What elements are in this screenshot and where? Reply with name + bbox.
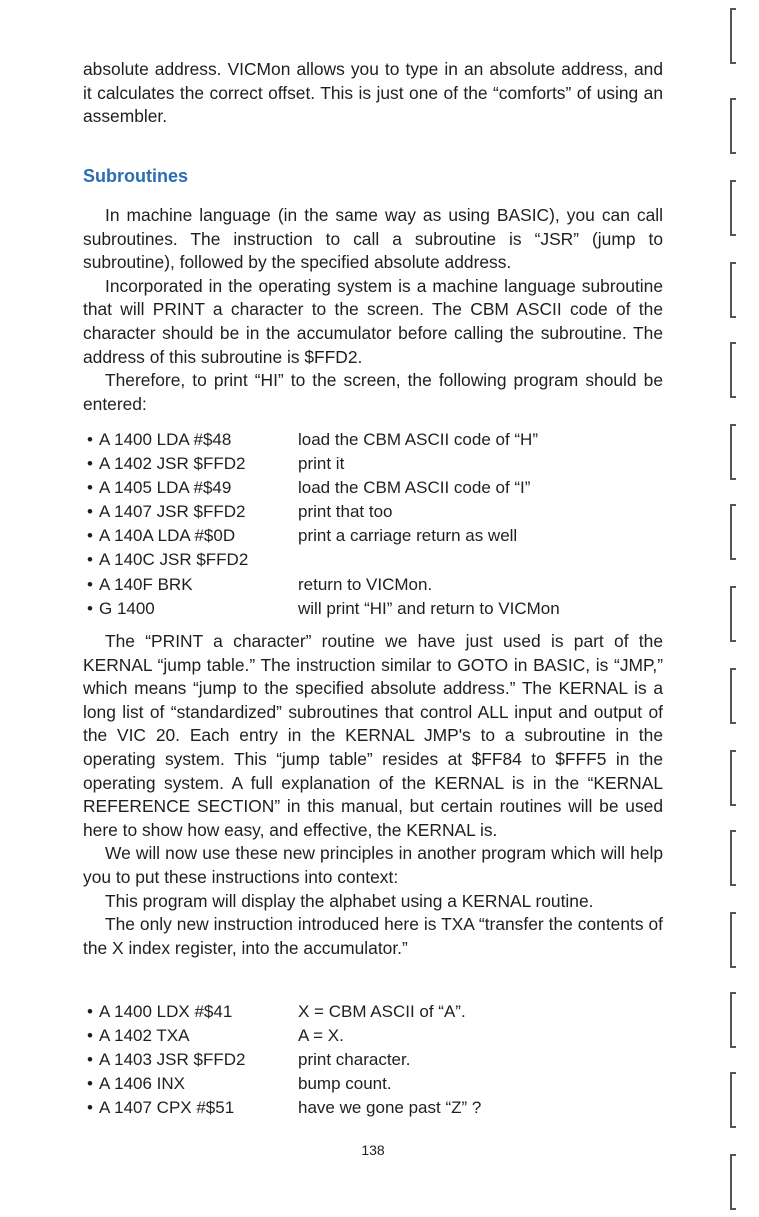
paragraph: This program will display the alphabet using a KERNAL routine.	[105, 890, 594, 911]
comment: return to VICMon.	[298, 574, 433, 594]
code-line	[83, 524, 663, 548]
page-number: 138	[361, 1142, 385, 1158]
bullet: •	[87, 526, 93, 546]
intro-paragraph: absolute address. VICMon allows you to type in an absolute address, and it calculates the correct offset. This is just one of the “comforts” of using an assembler.	[83, 59, 663, 127]
code-line	[83, 1024, 663, 1048]
bullet: •	[87, 550, 93, 570]
binder-mark	[730, 750, 738, 806]
comment: A = X.	[298, 1026, 344, 1046]
comment: X = CBM ASCII of “A”.	[298, 1002, 466, 1021]
binder-mark	[730, 98, 738, 154]
binder-mark	[730, 8, 738, 64]
code-line	[83, 573, 663, 597]
code-line	[83, 500, 663, 524]
binder-mark	[730, 1154, 738, 1210]
code-line	[83, 548, 663, 572]
code-line	[83, 1000, 663, 1024]
binder-mark	[730, 342, 738, 398]
bullet: •	[87, 1050, 93, 1070]
code-line	[83, 1072, 663, 1096]
paragraph: Therefore, to print “HI” to the screen, the following program should be entered:	[83, 370, 663, 414]
paragraph: The only new instruction introduced here is TXA “transfer the contents of the X index register, into the accumulator.”	[83, 914, 663, 958]
code-line	[83, 428, 663, 452]
bullet: •	[87, 1002, 93, 1021]
binder-mark	[730, 830, 738, 886]
comment: load the CBM ASCII code of “H”	[298, 430, 538, 449]
program-listing-2	[83, 1000, 663, 1120]
code-line	[83, 597, 663, 621]
instruction: A 1405 LDA #$49	[99, 478, 232, 498]
instruction: A 1400 LDA #$48	[99, 430, 232, 449]
bullet: •	[87, 574, 93, 594]
binder-mark	[730, 1072, 738, 1128]
instruction: G 1400	[99, 598, 155, 618]
instruction: A 1400 LDX #$41	[99, 1002, 233, 1021]
binder-mark	[730, 180, 738, 236]
instruction: A 1402 JSR $FFD2	[99, 454, 246, 474]
bullet: •	[87, 478, 93, 498]
bullet: •	[87, 454, 93, 474]
comment: will print “HI” and return to VICMon	[298, 598, 560, 618]
code-line	[83, 1048, 663, 1072]
bullet: •	[87, 502, 93, 522]
binder-mark	[730, 586, 738, 642]
binder-mark	[730, 668, 738, 724]
instruction: A 140A LDA #$0D	[99, 526, 236, 546]
paragraph: Incorporated in the operating system is a machine language subroutine that will PRINT a character to the screen. The CBM ASCII code of the character should be in the accumulator before calling the subroutine. The address of this subroutine is $FFD2.	[83, 275, 663, 367]
binder-mark	[730, 424, 738, 480]
binder-mark	[730, 992, 738, 1048]
paragraph-block-2	[83, 630, 663, 960]
bullet: •	[87, 430, 93, 449]
bullet: •	[87, 1098, 93, 1118]
bullet: •	[87, 1074, 93, 1094]
instruction: A 1406 INX	[99, 1074, 186, 1094]
instruction: A 140C JSR $FFD2	[99, 550, 249, 570]
comment: print it	[298, 454, 345, 474]
instruction: A 1407 CPX #$51	[99, 1098, 235, 1118]
section-heading: Subroutines	[83, 166, 189, 186]
comment: have we gone past “Z” ?	[298, 1098, 482, 1118]
paragraph: In machine language (in the same way as using BASIC), you can call subroutines. The instruction to call a subroutine is “JSR” (jump to subroutine), followed by the specified absolute address.	[83, 205, 663, 273]
binder-mark	[730, 912, 738, 968]
binder-mark	[730, 504, 738, 560]
paragraph: We will now use these new principles in another program which will help you to put these instructions into context:	[83, 843, 663, 887]
comment: bump count.	[298, 1074, 392, 1094]
comment: print that too	[298, 502, 393, 522]
paragraph-block-1	[83, 204, 663, 416]
instruction: A 140F BRK	[99, 574, 193, 594]
paragraph: The “PRINT a character” routine we have just used is part of the KERNAL “jump table.” The instruction similar to GOTO in BASIC, is “JMP,” which means “jump to the specified absolute address.” The KERNAL is a long list of “standardized” subroutines that control ALL input and output of the VIC 20. Each entry in the KERNAL JMP's to a subroutine in the operating system. This “jump table” resides at $FF84 to $FFF5 in the operating system. A full explanation of the KERNAL is in the “KERNAL REFERENCE SECTION” in this manual, but certain routines will be used here to show how easy, and effective, the KERNAL is.	[83, 631, 663, 840]
comment: print a carriage return as well	[298, 526, 518, 546]
instruction: A 1402 TXA	[99, 1026, 190, 1046]
program-listing-1	[83, 428, 663, 621]
code-line	[83, 1096, 663, 1120]
bullet: •	[87, 598, 93, 618]
bullet: •	[87, 1026, 93, 1046]
comment: print character.	[298, 1050, 411, 1070]
code-line	[83, 476, 663, 500]
comment: load the CBM ASCII code of “I”	[298, 478, 531, 498]
instruction: A 1407 JSR $FFD2	[99, 502, 246, 522]
instruction: A 1403 JSR $FFD2	[99, 1050, 246, 1070]
binder-mark	[730, 262, 738, 318]
code-line	[83, 452, 663, 476]
